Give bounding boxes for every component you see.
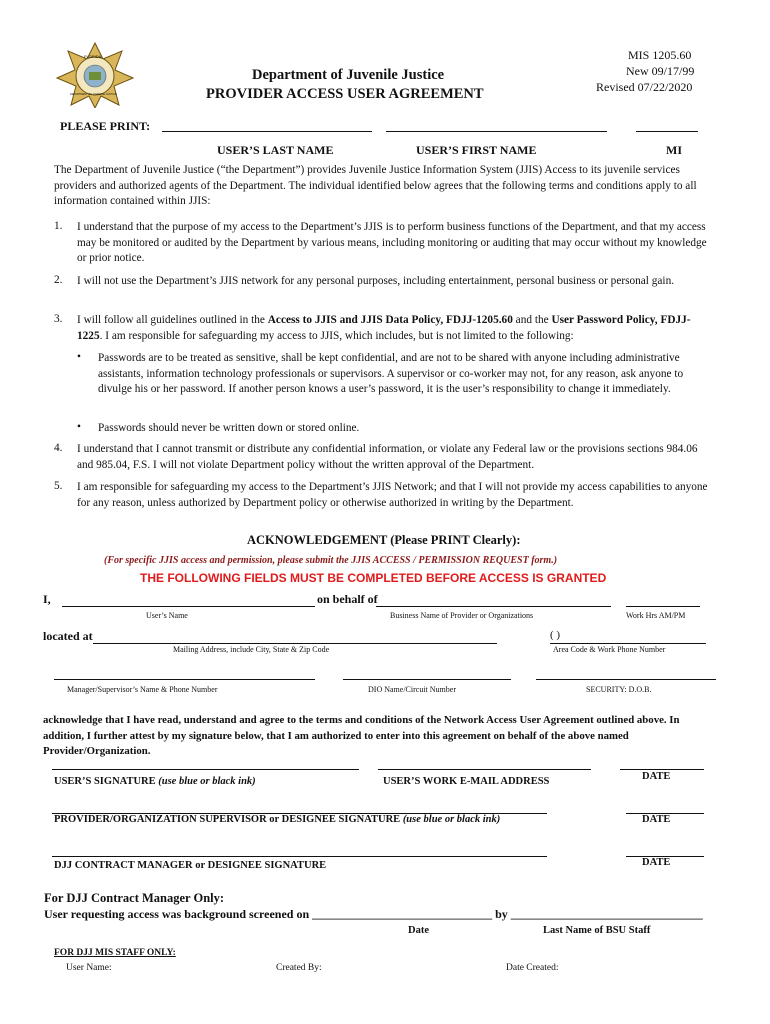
- user-signature-field[interactable]: [52, 756, 359, 770]
- work-email-field[interactable]: [378, 756, 591, 770]
- last-name-field[interactable]: [162, 118, 372, 132]
- djj-signature-label: DJJ CONTRACT MANAGER or DESIGNEE SIGNATURE: [54, 860, 327, 871]
- middle-initial-field[interactable]: [636, 118, 698, 132]
- user-name-field[interactable]: [62, 592, 315, 606]
- please-print-label: PLEASE PRINT:: [60, 119, 151, 133]
- provider-signature-field[interactable]: [52, 800, 547, 814]
- policy-1205-link-text: Access to JJIS and JJIS Data Policy, FDJJ-1205.60: [267, 314, 513, 326]
- user-signature-text: USER’S SIGNATURE: [54, 776, 156, 787]
- bullet-2-marker: •: [77, 421, 81, 433]
- djj-date-label: DATE: [642, 857, 671, 868]
- i-label: I,: [43, 592, 51, 606]
- seal-ring-text: DEPARTMENT OF JUVENILE JUSTICE: [70, 93, 117, 96]
- work-hours-label: Work Hrs AM/PM: [626, 611, 686, 620]
- term-2-text: I will not use the Department’s JJIS network for any personal purposes, including entertainment, personal business or personal gain.: [77, 275, 675, 287]
- term-1-text: I understand that the purpose of my access to the Department’s JJIS is to perform business functions of the Department, and that my access may be monitored or audited by the Department by various means, including monitoring or auditing that may occur without my knowledge or prior notice.: [77, 221, 707, 264]
- first-name-field[interactable]: [386, 118, 607, 132]
- ack-title: ACKNOWLEDGEMENT (Please PRINT Clearly):: [247, 533, 521, 547]
- term-3-part-e: . I am responsible for safeguarding my access to JJIS, which includes, but is not limited to the following:: [99, 329, 574, 342]
- work-email-label: USER’S WORK E-MAIL ADDRESS: [383, 776, 550, 787]
- provider-signature-text: PROVIDER/ORGANIZATION SUPERVISOR or DESIGNEE SIGNATURE: [54, 814, 401, 825]
- djj-only-title: For DJJ Contract Manager Only:: [44, 891, 225, 905]
- last-name-label: USER’S LAST NAME: [217, 143, 334, 157]
- ack-warning: THE FOLLOWING FIELDS MUST BE COMPLETED BEFORE ACCESS IS GRANTED: [140, 571, 607, 585]
- provider-date-label: DATE: [642, 814, 671, 825]
- background-screened-line: User requesting access was background screened on ______________________________ by ________________________________: [44, 907, 703, 921]
- form-revised-date: Revised 07/22/2020: [596, 80, 693, 94]
- ack-note: (For specific JJIS access and permission, please submit the JJIS ACCESS / PERMISSION REQUEST form.): [104, 555, 558, 566]
- security-dob-field[interactable]: [536, 665, 716, 679]
- user-signature-note: (use blue or black ink): [158, 776, 256, 787]
- screen-date-label: Date: [408, 925, 429, 936]
- term-5-number: 5.: [54, 480, 63, 492]
- mis-staff-title: FOR DJJ MIS STAFF ONLY:: [54, 948, 176, 958]
- djj-date-field[interactable]: [626, 843, 704, 857]
- mailing-address-field[interactable]: [93, 629, 497, 643]
- form-number: MIS 1205.60: [628, 48, 692, 62]
- djj-seal: [56, 42, 134, 108]
- located-at-label: located at: [43, 629, 93, 643]
- form-new-date: New 09/17/99: [626, 64, 695, 78]
- seal-top-text: FLORIDA: [84, 54, 102, 59]
- provider-date-field[interactable]: [626, 800, 704, 814]
- term-1-number: 1.: [54, 220, 63, 232]
- bullet-2-text: Passwords should never be written down or stored online.: [98, 422, 360, 434]
- bullet-1-text: Passwords are to be treated as sensitive, shall be kept confidential, and are not to be shared with anyone including administrative assistants, information technology professionals or supervisors. A supervisor or co-worker may not, for any reason, ask anyone to divulge his or her password. If another person knows a user’s password, it is the user’s responsibility to change it immediately.: [98, 352, 684, 395]
- bullet-1-marker: •: [77, 351, 81, 363]
- manager-field[interactable]: [54, 665, 315, 679]
- on-behalf-label: on behalf of: [317, 592, 378, 606]
- manager-label: Manager/Supervisor’s Name & Phone Number: [67, 685, 218, 694]
- mis-user-name-label: User Name:: [66, 963, 112, 973]
- dio-label: DIO Name/Circuit Number: [368, 685, 456, 694]
- djj-signature-field[interactable]: [52, 843, 547, 857]
- term-4-number: 4.: [54, 442, 63, 454]
- user-date-label: DATE: [642, 771, 671, 782]
- password-policy-text: User Password Policy, FDJJ-1225: [77, 314, 691, 342]
- mis-date-created-label: Date Created:: [506, 963, 559, 973]
- mi-label: MI: [666, 143, 682, 157]
- user-name-label: User’s Name: [146, 611, 188, 620]
- work-hours-field[interactable]: [626, 592, 700, 606]
- phone-area-paren: ( ): [550, 629, 561, 641]
- star-badge-icon: [56, 42, 134, 108]
- user-date-field[interactable]: [620, 756, 704, 770]
- business-name-label: Business Name of Provider or Organizations: [390, 611, 534, 620]
- mis-created-by-label: Created By:: [276, 963, 322, 973]
- term-5-text: I am responsible for safeguarding my access to the Department’s JJIS Network; and that I will not provide my access capabilities to anyone for any reason, unless authorized by Department policy or otherwise authorized in writing by the Department.: [77, 481, 708, 509]
- provider-signature-note: (use blue or black ink): [402, 814, 501, 825]
- provider-signature-label: [54, 814, 500, 825]
- header-title-line2: PROVIDER ACCESS USER AGREEMENT: [206, 86, 484, 102]
- user-signature-label: [54, 776, 256, 787]
- term-3-part-c: and the: [512, 314, 552, 326]
- term-3-number: 3.: [54, 313, 63, 325]
- bsu-staff-label: Last Name of BSU Staff: [543, 925, 651, 936]
- business-name-field[interactable]: [376, 592, 611, 606]
- term-4-text: I understand that I cannot transmit or distribute any confidential information, or violate any Federal law or the provisions sections 984.06 and 985.04, F.S. I will not violate Department policy without the written approval of the Department.: [77, 443, 698, 471]
- term-3-text: [77, 313, 713, 344]
- term-3-part-a: I will follow all guidelines outlined in the: [77, 314, 268, 326]
- work-phone-field[interactable]: [550, 629, 706, 643]
- mailing-address-label: Mailing Address, include City, State & Zip Code: [173, 645, 330, 654]
- dio-field[interactable]: [343, 665, 511, 679]
- term-2-number: 2.: [54, 274, 63, 286]
- security-label: SECURITY: D.O.B.: [586, 685, 652, 694]
- header-title-line1: Department of Juvenile Justice: [252, 67, 445, 83]
- area-code-label: Area Code & Work Phone Number: [553, 645, 666, 654]
- ack-statement: acknowledge that I have read, understand and agree to the terms and conditions of the Network Access User Agreement outlined above. In addition, I further attest by my signature below, that I am authorized to enter into this agreement on behalf of the above named Provider/Organization.: [43, 714, 680, 757]
- intro-paragraph: The Department of Juvenile Justice (“the Department”) provides Juvenile Justice Information System (JJIS) Access to its juvenile services providers and authorized agents of the Department. The individual identified below agrees that the following terms and conditions apply to all information contained within JJIS:: [54, 164, 697, 207]
- first-name-label: USER’S FIRST NAME: [416, 143, 537, 157]
